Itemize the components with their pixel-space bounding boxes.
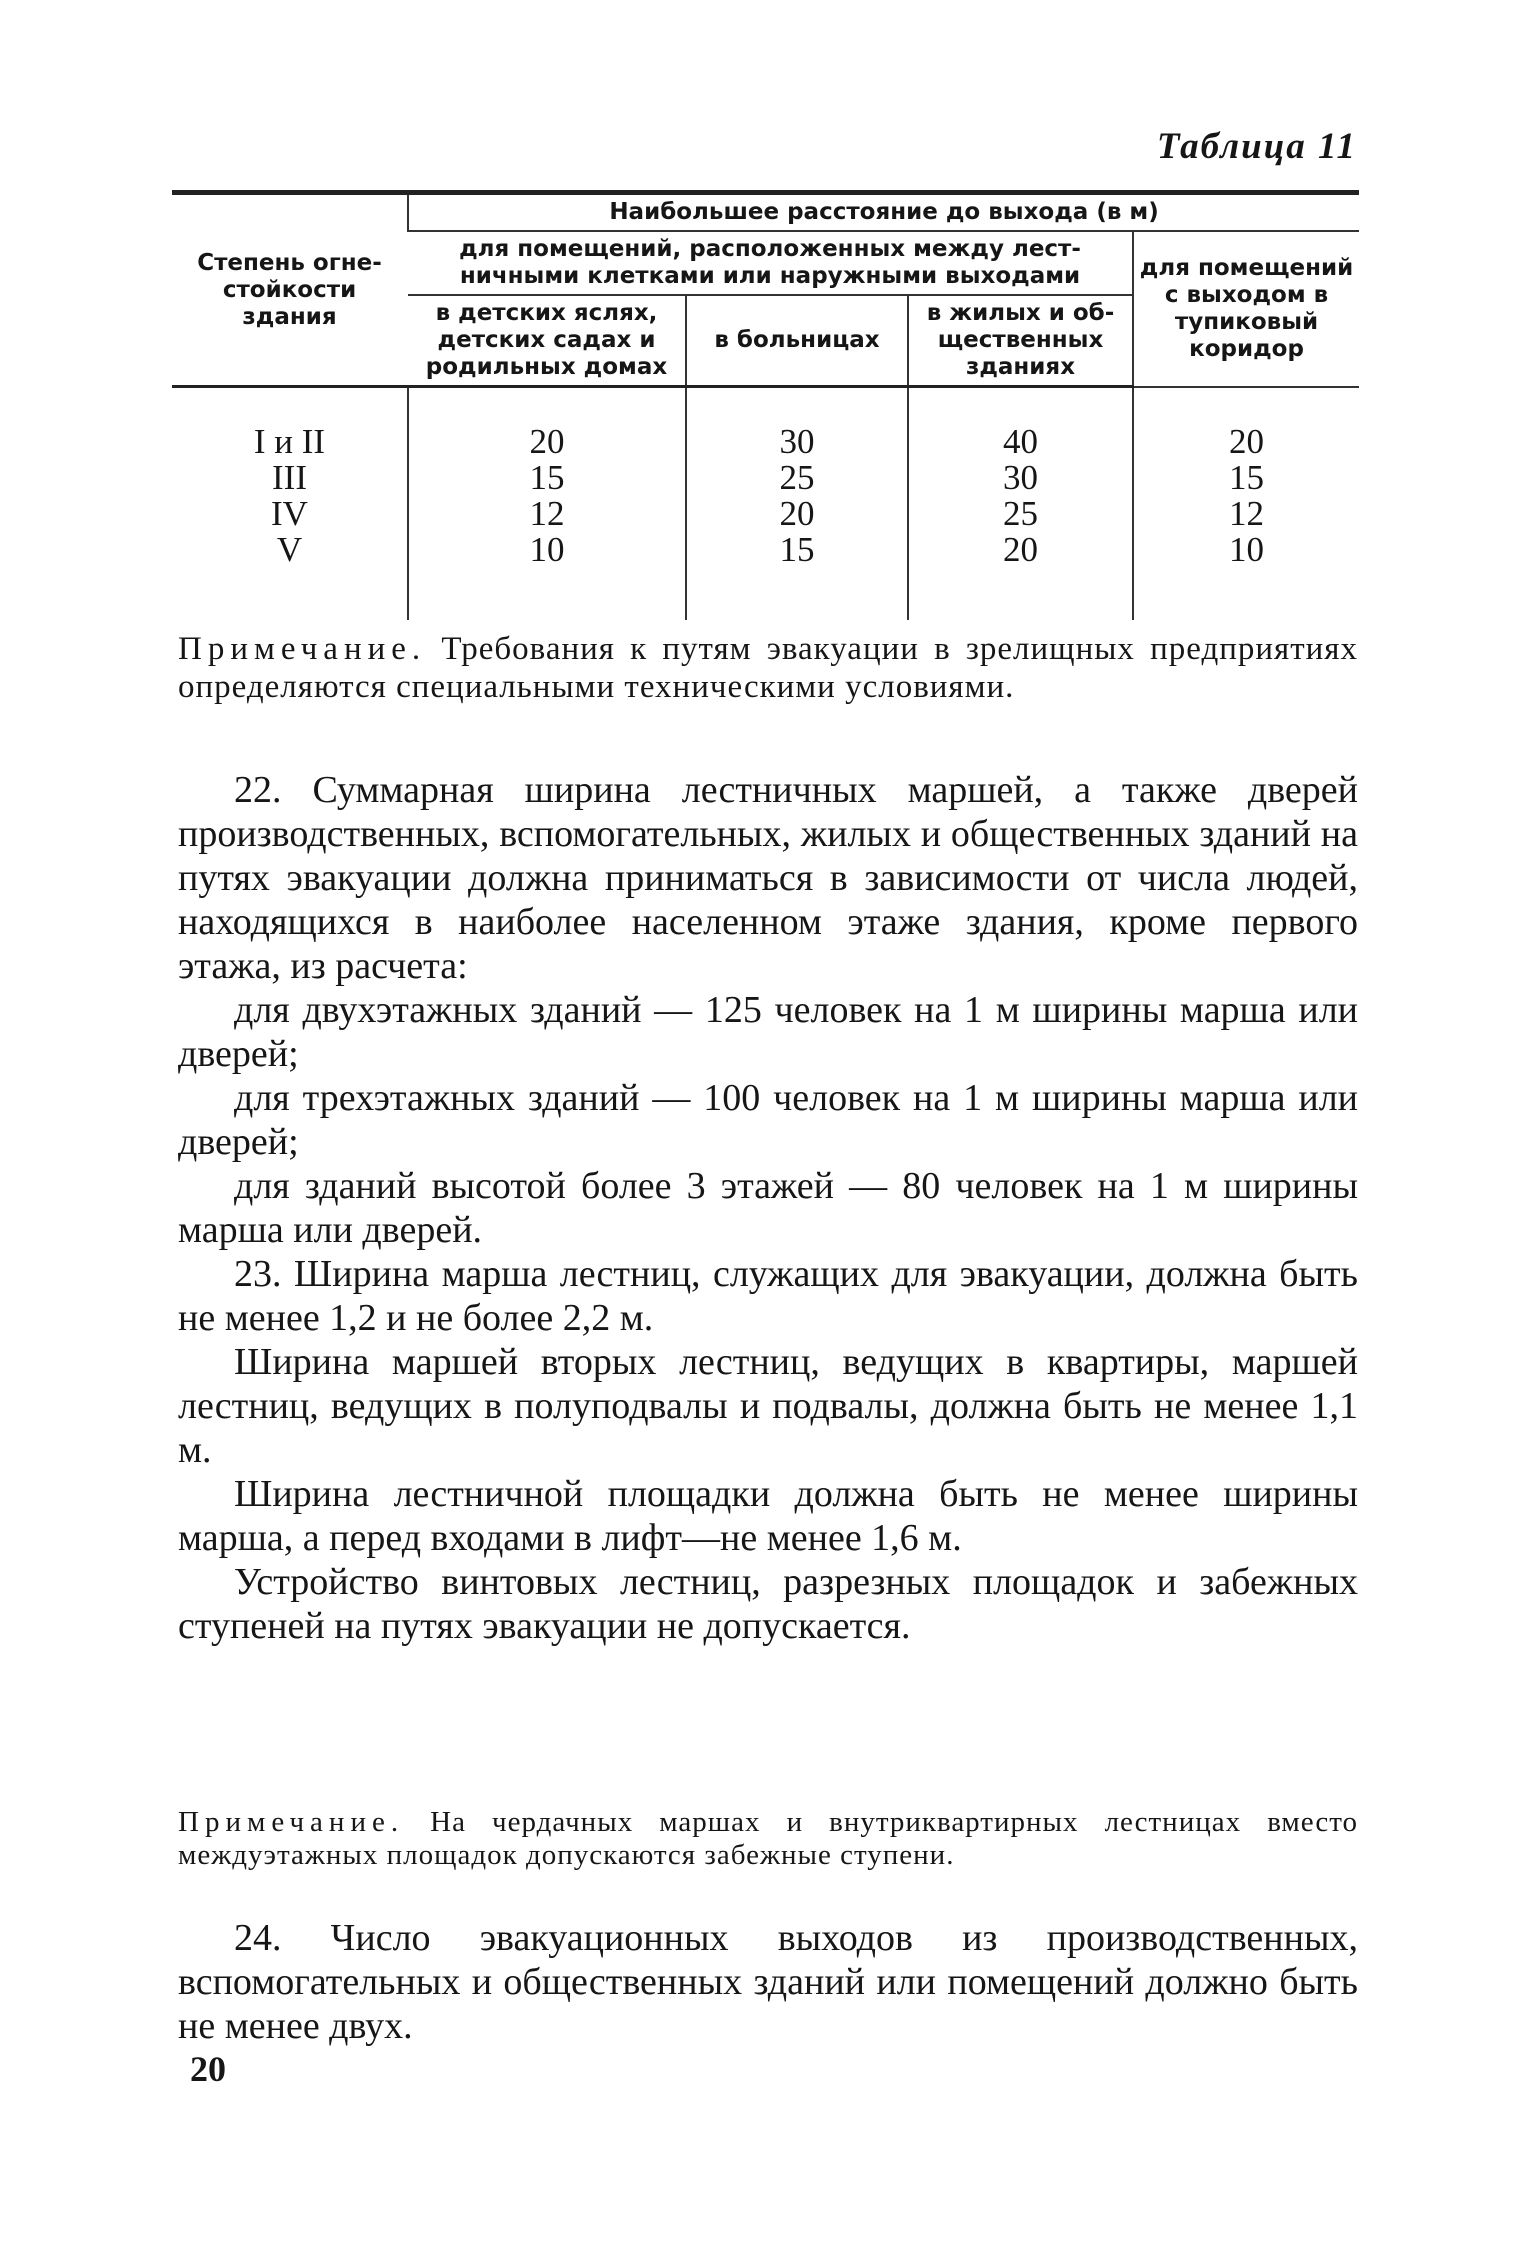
paragraph-24-text: 24. Число эвакуационных выходов из производственных, вспомогательных и общественных зданий или помещений должно быть не менее двух. bbox=[178, 1917, 1358, 2047]
page-number: 20 bbox=[190, 2049, 226, 2089]
value-cell: 25 bbox=[908, 496, 1133, 532]
table-row bbox=[172, 460, 1359, 496]
paragraph-22-item: для двухэтажных зданий — 125 человек на 1 м ширины марша или дверей; bbox=[178, 989, 1358, 1075]
fire-resistance-header: Степень огне-стойкости здания bbox=[172, 193, 408, 387]
paragraph-23-stairs: Ширина маршей вторых лестниц, ведущих в квартиры, маршей лестниц, ведущих в полуподвалы и подвалы, должна быть не менее 1,1 м. bbox=[178, 1341, 1358, 1471]
table-caption: Таблица 11 bbox=[1156, 126, 1357, 167]
value-cell: 12 bbox=[1133, 496, 1359, 532]
value-cell: 20 bbox=[686, 496, 908, 532]
dead-end-header: для помещений с выходом в тупиковый коридор bbox=[1133, 231, 1359, 387]
stairs-note bbox=[178, 1806, 1358, 1872]
residential-header: в жилых и об-щественных зданиях bbox=[908, 295, 1133, 387]
note-text: Требования к путям эвакуации в зрелищных предприятиях определяются специальными техническими условиями. bbox=[178, 631, 1358, 705]
value-cell: 15 bbox=[408, 460, 686, 496]
value-cell: 30 bbox=[686, 387, 908, 461]
note-label: Примечание. bbox=[178, 631, 427, 667]
value-cell: 40 bbox=[908, 387, 1133, 461]
paragraph-23: 23. Ширина марша лестниц, служащих для эвакуации, должна быть не менее 1,2 и не более 2,2 м. bbox=[178, 1253, 1358, 1339]
note-label: Примечание. bbox=[178, 1806, 405, 1838]
table-note bbox=[178, 630, 1358, 706]
value-cell: 15 bbox=[1133, 460, 1359, 496]
paragraph-22-item: для зданий высотой более 3 этажей — 80 человек на 1 м ширины марша или дверей. bbox=[178, 1165, 1358, 1251]
nursery-header: в детских яслях, детских садах и родильных домах bbox=[408, 295, 686, 387]
paragraph-23-spiral: Устройство винтовых лестниц, разрезных площадок и забежных ступеней на путях эвакуации не допускается. bbox=[178, 1561, 1358, 1647]
degree-cell: IV bbox=[271, 494, 308, 533]
value-cell: 12 bbox=[408, 496, 686, 532]
value-cell: 25 bbox=[686, 460, 908, 496]
table-row bbox=[172, 496, 1359, 532]
value-cell: 10 bbox=[408, 532, 686, 620]
value-cell: 20 bbox=[908, 532, 1133, 620]
value-cell: 15 bbox=[686, 532, 908, 620]
paragraph-24 bbox=[178, 1916, 1358, 2048]
note-text: На чердачных маршах и внутриквартирных лестницах вместо междуэтажных площадок допускаются забежные ступени. bbox=[178, 1806, 1358, 1871]
paragraph-22-intro: 22. Суммарная ширина лестничных маршей, а также дверей производственных, вспомогательных, жилых и общественных зданий на путях эвакуации должна приниматься в зависимости от числа людей, находящихся в наиболее населенном этаже здания, кроме первого этажа, из расчета: bbox=[178, 769, 1358, 987]
table-row bbox=[172, 532, 1359, 620]
paragraph-22 bbox=[178, 768, 1358, 1648]
table-row bbox=[172, 387, 1359, 461]
degree-cell: I и II bbox=[253, 422, 326, 461]
between-stairs-header: для помещений, расположенных между лест-ничными клетками или наружными выходами bbox=[408, 231, 1133, 295]
value-cell: 30 bbox=[908, 460, 1133, 496]
value-cell: 10 bbox=[1133, 532, 1359, 620]
degree-cell: V bbox=[276, 530, 303, 569]
value-cell: 20 bbox=[408, 387, 686, 461]
value-cell: 20 bbox=[1133, 387, 1359, 461]
degree-cell: III bbox=[272, 458, 307, 497]
paragraph-22-item: для трехэтажных зданий — 100 человек на 1 м ширины марша или дверей; bbox=[178, 1077, 1358, 1163]
max-distance-header: Наибольшее расстояние до выхода (в м) bbox=[408, 193, 1359, 232]
evacuation-distance-table bbox=[172, 190, 1359, 620]
hospital-header: в больницах bbox=[686, 295, 908, 387]
paragraph-23-landing: Ширина лестничной площадки должна быть не менее ширины марша, а перед входами в лифт—не менее 1,6 м. bbox=[178, 1473, 1358, 1559]
